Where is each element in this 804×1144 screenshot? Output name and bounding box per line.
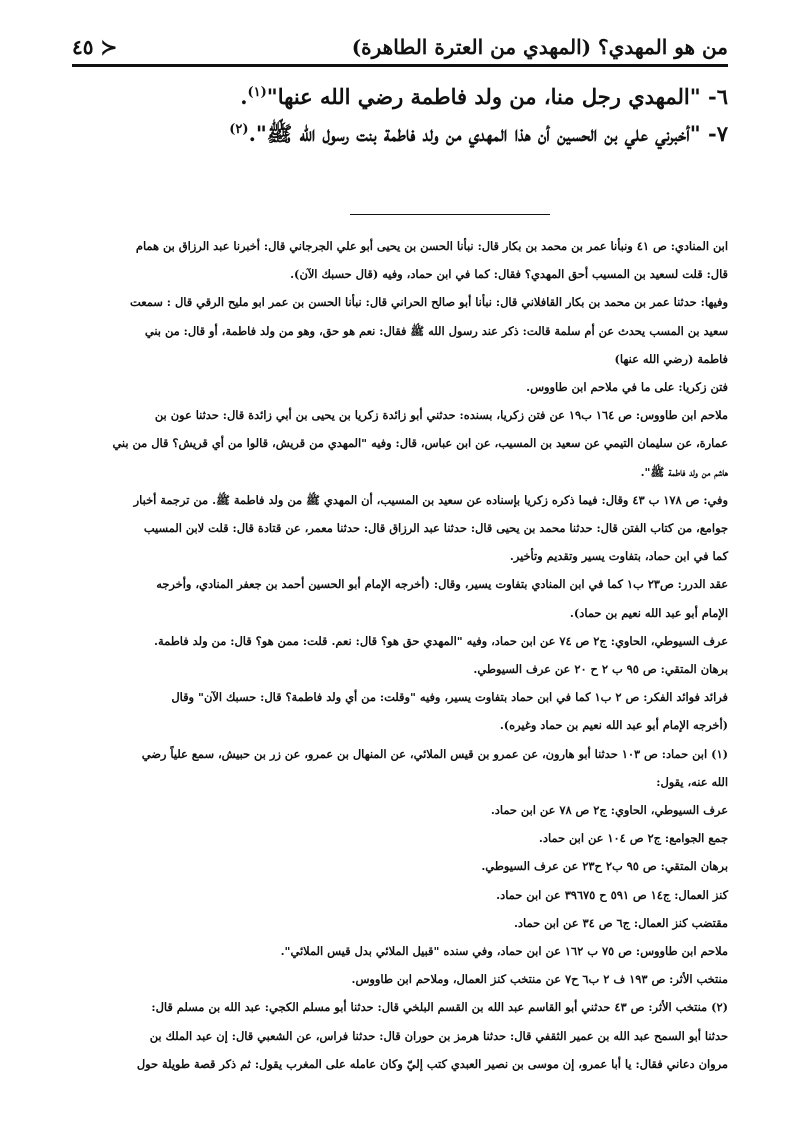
footnote-line: عقد الدرر: ص٢٣ ب١ كما في ابن المنادي بتفاوت يسير، وقال: (أخرجه الإمام أبو الحسين أحمد بن جعفر المنادي، وأخرجه bbox=[156, 577, 728, 592]
footnote-line: ملاحم ابن طاووس: ص ٧٥ ب ١٦٢ عن ابن حماد، وفي سنده "قبيل الملائي بدل قيس الملائي". bbox=[280, 944, 728, 959]
main-paragraph-text: ٧- "أخبرني علي بن الحسين أن هذا المهدي من ولد فاطمة بنت رسول الله ﷺ". bbox=[248, 121, 728, 146]
footnote-line: عرف السيوطي، الحاوي: ج٢ ص ٧٨ عن ابن حماد. bbox=[490, 803, 728, 818]
footnote-line: فتن زكريا: على ما في ملاحم ابن طاووس. bbox=[526, 380, 728, 395]
main-paragraph-text: ٦- "المهدي رجل منا، من ولد فاطمة رضي الله عنها" bbox=[266, 84, 728, 109]
header-title: من هو المهدي؟ (المهدي من العترة الطاهرة) bbox=[351, 35, 728, 59]
footnote-line: كنز العمال: ج١٤ ص ٥٩١ ح ٣٩٦٧٥ عن ابن حماد. bbox=[496, 887, 728, 902]
main-paragraph: ٦- "المهدي رجل منا، من ولد فاطمة رضي الله عنها"$^{(١)}$. bbox=[240, 84, 728, 109]
footnote-line: قال: قلت لسعيد بن المسيب أحق المهدي؟ فقال: كما في ابن حماد، وفيه (قال حسبك الآن). bbox=[290, 267, 728, 282]
header-marker-icon: ≻ bbox=[100, 35, 118, 59]
footnote-line: منتخب الأثر: ص ١٩٣ ف ٢ ب٦ ح٧ عن منتخب كنز العمال، وملاحم ابن طاووس. bbox=[351, 972, 728, 987]
footnote-line: عمارة، عن سليمان التيمي عن سعيد بن المسيب، عن ابن عباس، قال: وفيه "المهدي من قريش، قالوا من أي قريش؟ قال من بني bbox=[112, 436, 728, 451]
footnote-line: هاشم من ولد فاطمة ﷺ". bbox=[640, 464, 728, 479]
running-header bbox=[72, 26, 728, 60]
footnote-line: عرف السيوطي، الحاوي: ج٢ ص ٧٤ عن ابن حماد، وفيه "المهدي حق هو؟ قال: نعم. قلت: ممن هو؟ قال: من ولد فاطمة. bbox=[154, 633, 728, 648]
footnote-line: وفيها: حدثنا عمر بن محمد بن بكار القافلاني قال: نبأنا أبو صالح الحراني قال: نبأنا الحسن بن عمر ابو مليح الرقي قال : سمعت bbox=[130, 295, 728, 310]
footnote-line: ملاحم ابن طاووس: ص ١٦٤ ب١٩ عن فتن زكريا، بسنده: حدثني أبو زائدة زكريا بن يحيى بن أبي زائدة قال: حدثنا عون بن bbox=[154, 408, 728, 423]
footnote-separator bbox=[350, 214, 550, 215]
footnote-line: ابن المنادي: ص ٤١ ونبأنا عمر بن محمد بن بكار قال: نبأنا الحسن بن يحيى أبو علي الجرجاني قال: أخبرنا عبد الرزاق بن همام bbox=[135, 239, 728, 253]
footnote-line: الإمام أبو عبد الله نعيم بن حماد). bbox=[569, 605, 728, 620]
footnote-line: جمع الجوامع: ج٢ ص ١٠٤ عن ابن حماد. bbox=[538, 831, 728, 846]
footnote-reference: (١) bbox=[247, 85, 267, 100]
main-paragraph bbox=[72, 115, 728, 152]
book-page bbox=[72, 26, 728, 1122]
footnote-line: الله عنه، يقول: bbox=[656, 774, 728, 789]
footnote-line: جوامع، من كتاب الفتن قال: حدثنا محمد بن يحيى قال: حدثنا عبد الرزاق قال: حدثنا معمر، عن قتادة قال: قلت لابن المسيب bbox=[143, 521, 728, 536]
footnote-line: مروان دعاني فقال: يا أبا عمرو، إن موسى بن نصير العبدي كتب إليّ وكان عامله على المغرب يقول: ثم ذكر قصة طويلة حول bbox=[136, 1056, 728, 1071]
footnote-line: سعيد بن المسب يحدث عن أم سلمة قالت: ذكر عند رسول الله ﷺ فقال: نعم هو حق، وهو من ولد فاطمة، أو قال: من بني bbox=[144, 323, 728, 338]
page-number-value: ٤٥ bbox=[72, 35, 94, 59]
footnote-reference: (٢) bbox=[229, 122, 249, 137]
footnotes bbox=[72, 232, 728, 1078]
footnote-line: كما في ابن حماد، بتفاوت يسير وتقديم وتأخير. bbox=[509, 549, 728, 564]
footnote-line: وفي: ص ١٧٨ ب ٤٣ وقال: فيما ذكره زكريا بإسناده عن سعيد بن المسيب، أن المهدي ﷺ من ولد فاطمة ﷺ. من ترجمة أخبار bbox=[133, 492, 728, 507]
footnote-line: (أخرجه الإمام أبو عبد الله نعيم بن حماد وغيره). bbox=[499, 718, 728, 733]
footnote-line: برهان المتقي: ص ٩٥ ب٢ ح٢٣ عن عرف السيوطي. bbox=[481, 859, 728, 874]
footnote-line: برهان المتقي: ص ٩٥ ب ٢ ح ٢٠ عن عرف السيوطي. bbox=[473, 662, 728, 677]
page-number bbox=[72, 34, 117, 60]
footnote-line: فرائد فوائد الفكر: ص ٢ ب١ كما في ابن حماد بتفاوت يسير، وفيه "وقلت: من أي ولد فاطمة؟ قال: حسبك الآن" وقال bbox=[171, 690, 728, 705]
header-rule bbox=[72, 64, 728, 67]
footnote-line: حدثنا أبو السمح عبد الله بن عمير الثقفي قال: حدثنا هرمز بن حوران قال: حدثنا فراس، عن الشعبي قال: إن عبد الملك بن bbox=[149, 1028, 728, 1043]
main-text bbox=[72, 78, 728, 152]
footnote-line: (١) ابن حماد: ص ١٠٣ حدثنا أبو هارون، عن عمرو بن قيس الملائي، عن المنهال بن عمرو، عن زر بن حبيش، سمع علياً رضي bbox=[141, 746, 728, 761]
footnote-line: (٢) منتخب الأثر: ص ٤٣ حدثني أبو القاسم عبد الله بن القسم البلخي قال: حدثنا أبو مسلم الكجي: عبد الله بن مسلم قال: bbox=[151, 1000, 728, 1015]
footnote-line: فاطمة (رضي الله عنها) bbox=[614, 351, 728, 366]
footnote-line: مقتضب كنز العمال: ج٦ ص ٣٤ عن ابن حماد. bbox=[513, 915, 728, 930]
